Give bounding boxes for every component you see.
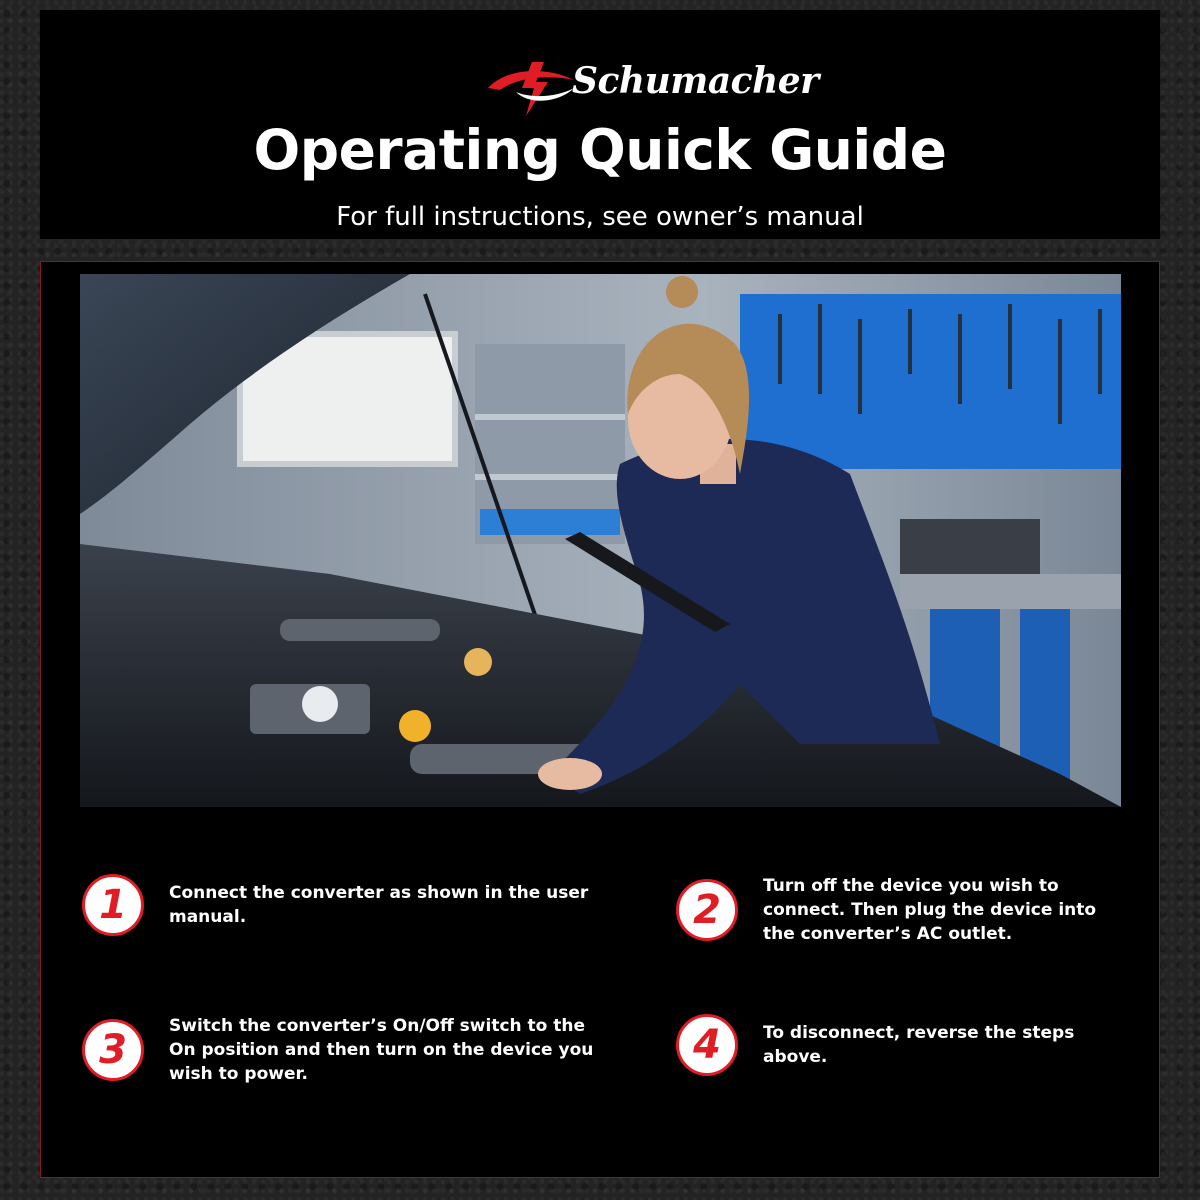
bolt-swoosh-icon: [486, 58, 576, 118]
step-text: Turn off the device you wish to connect. Then plug the device into the converter’s AC outlet.: [763, 876, 1097, 944]
brand-wordmark: Schumacher: [572, 60, 819, 102]
step-4: [676, 1014, 1143, 1076]
step-number-badge: 1: [82, 874, 144, 936]
content-panel: [40, 261, 1160, 1178]
header-banner: [40, 10, 1160, 239]
step-number-badge: 3: [82, 1019, 144, 1081]
step-number-badge: 4: [676, 1014, 738, 1076]
mechanic-photo: [80, 274, 1121, 807]
step-2: [676, 874, 1123, 946]
page-subtitle: For full instructions, see owner’s manual: [336, 202, 864, 232]
step-number-badge: 2: [676, 879, 738, 941]
page-title: Operating Quick Guide: [253, 118, 947, 182]
brand-logo: [486, 58, 819, 118]
step-text: Connect the converter as shown in the user manual.: [169, 883, 589, 927]
step-1: [82, 874, 639, 936]
step-text: To disconnect, reverse the steps above.: [763, 1023, 1075, 1067]
step-3: [82, 1014, 609, 1086]
step-text: Switch the converter’s On/Off switch to the On position and then turn on the device you wish to power.: [169, 1016, 594, 1084]
